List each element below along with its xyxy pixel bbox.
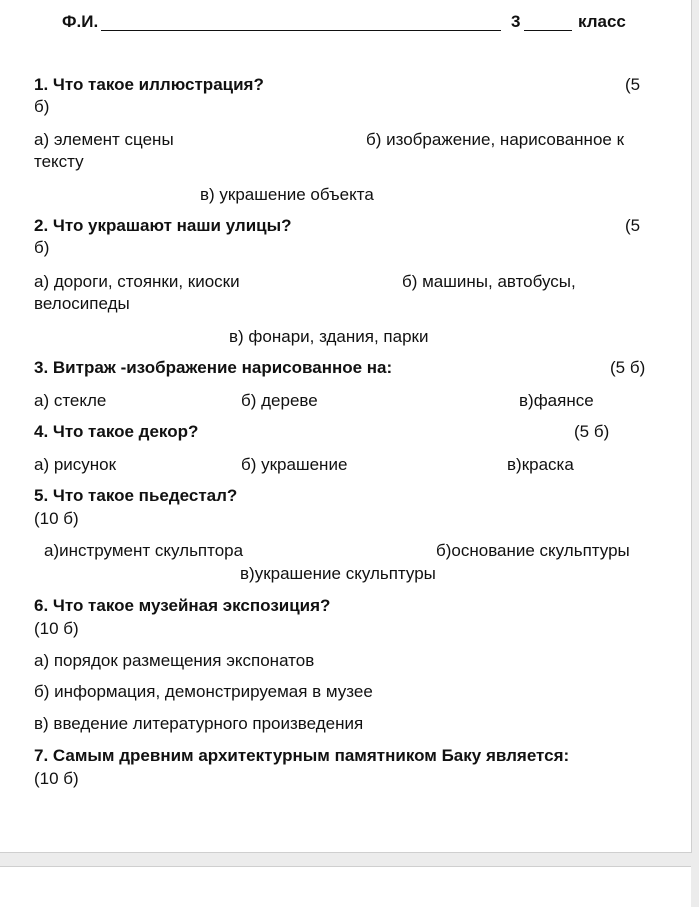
question-4-points: (5 б) (574, 422, 610, 441)
question-2-title: 2. Что украшают наши улицы? (34, 216, 292, 235)
question-5-option-c: в)украшение скульптуры (240, 564, 436, 583)
question-1-option-a: а) элемент сцены (34, 130, 174, 149)
question-7-title: 7. Самым древним архитектурным памятником Баку является: (34, 746, 570, 765)
question-6-option-b: б) информация, демонстрируемая в музее (34, 682, 373, 701)
question-6-option-a: а) порядок размещения экспонатов (34, 651, 315, 670)
question-1-title: 1. Что такое иллюстрация? (34, 75, 264, 94)
question-2-option-c: в) фонари, здания, парки (229, 327, 429, 346)
name-blank-line (101, 30, 501, 31)
name-label: Ф.И. (62, 12, 99, 31)
next-page-edge (0, 866, 691, 907)
grade-label: класс (578, 12, 626, 31)
question-1-points: (5 (625, 75, 641, 94)
question-2-option-a: а) дороги, стоянки, киоски (34, 272, 240, 291)
question-1-option-c: в) украшение объекта (200, 185, 374, 204)
question-6-points: (10 б) (34, 619, 79, 638)
question-4-option-a: а) рисунок (34, 455, 117, 474)
question-4-option-c: в)краска (507, 455, 574, 474)
question-3-option-a: а) стекле (34, 391, 107, 410)
question-2-option-b: б) машины, автобусы, (402, 272, 576, 291)
question-3-option-c: в)фаянсе (519, 391, 594, 410)
question-5-option-a: а)инструмент скульптора (44, 541, 244, 560)
question-5-title: 5. Что такое пьедестал? (34, 486, 238, 505)
question-7-points: (10 б) (34, 769, 79, 788)
question-5-option-b: б)основание скульптуры (436, 541, 630, 560)
question-2-points-cont: б) (34, 238, 50, 257)
question-2-option-b-cont: велосипеды (34, 294, 130, 313)
question-4-title: 4. Что такое декор? (34, 422, 199, 441)
question-1-points-cont: б) (34, 97, 50, 116)
grade-number: 3 (511, 12, 521, 31)
question-5-points: (10 б) (34, 509, 79, 528)
grade-blank-line (524, 30, 572, 31)
question-3-option-b: б) дереве (241, 391, 318, 410)
question-1-option-b-cont: тексту (34, 152, 84, 171)
question-4-option-b: б) украшение (241, 455, 348, 474)
question-6-title: 6. Что такое музейная экспозиция? (34, 596, 331, 615)
question-1-option-b: б) изображение, нарисованное к (366, 130, 625, 149)
question-3-title: 3. Витраж -изображение нарисованное на: (34, 358, 393, 377)
question-3-points: (5 б) (610, 358, 646, 377)
question-2-points: (5 (625, 216, 641, 235)
question-6-option-c: в) введение литературного произведения (34, 714, 364, 733)
